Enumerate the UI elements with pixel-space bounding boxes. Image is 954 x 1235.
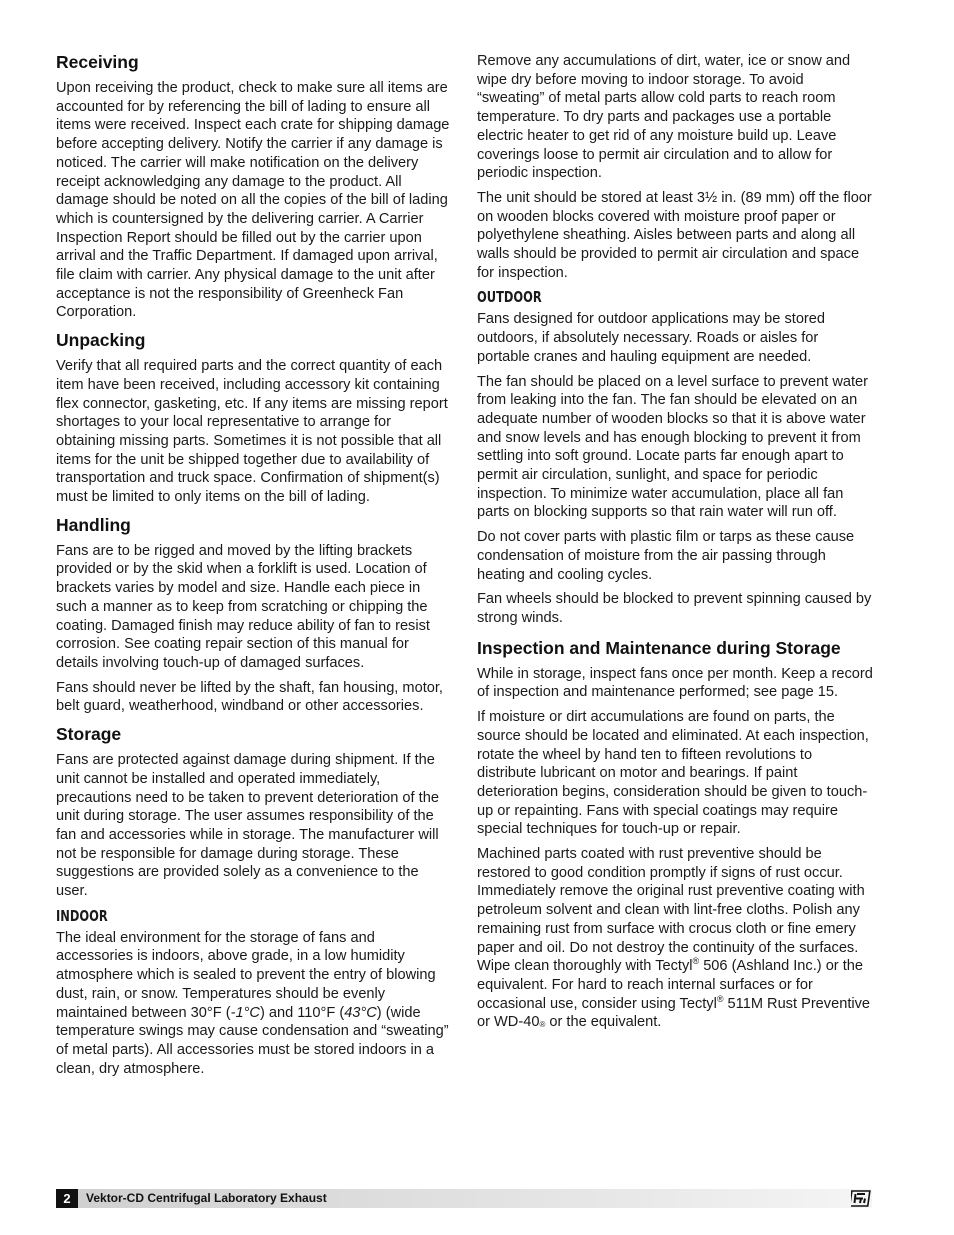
outdoor-paragraph-3: Do not cover parts with plastic film or tarps as these cause condensation of moisture from the air passing through heating and cooling cycles. bbox=[477, 529, 855, 583]
registered-mark-2: ® bbox=[716, 993, 724, 1004]
inspection-text-c: 511M Rust Preventive or WD-40 bbox=[477, 995, 871, 1031]
handling-paragraph-2: Fans should never be lifted by the shaft, fan housing, motor, belt guard, weatherhood, windband or other accessories. bbox=[56, 679, 443, 715]
inspection-paragraph-1: While in storage, inspect fans once per month. Keep a record of inspection and maintenance performed; see page 15. bbox=[477, 665, 873, 701]
inspection-heading: Inspection and Maintenance during Storage bbox=[477, 637, 841, 658]
registered-mark-3: ® bbox=[539, 1020, 546, 1030]
indoor-continued-paragraph-2: The unit should be stored at least 3½ in. (89 mm) off the floor on wooden blocks covered with moisture proof paper or polyethylene sheathing. Aisles between parts and along all walls should be provided to permit air circulation and space for inspection. bbox=[477, 189, 872, 281]
inspection-section bbox=[477, 638, 873, 1035]
indoor-paragraph bbox=[56, 929, 454, 1079]
unpacking-heading: Unpacking bbox=[56, 330, 146, 351]
inspection-paragraph-2: If moisture or dirt accumulations are found on parts, the source should be located and eliminated. At each inspection, rotate the wheel by hand ten to fifteen revolutions to distribute lubricant on motor and bearings. If paint deterioration begins, consideration should be given to touch-up or repainting. Fans with special coatings may require special techniques for touch-up or repair. bbox=[477, 709, 869, 838]
indoor-continued-section bbox=[477, 52, 873, 282]
handling-heading: Handling bbox=[56, 514, 131, 535]
right-column bbox=[477, 52, 873, 1041]
inspection-text-b: 506 (Ashland Inc.) or the equivalent. For hard to reach internal surfaces or for occasional use, consider using Tectyl bbox=[477, 958, 864, 1012]
receiving-paragraph: Upon receiving the product, check to make sure all items are accounted for by referencing the bill of lading to ensure all items were received. Inspect each crate for shipping damage before accepting delivery. Notify the carrier if any damage is noticed. The carrier will make notification on the delivery receipt acknowledging any damage to the product. All damage should be noted on all the copies of the bill of lading which is countersigned by the delivering carrier. A Carrier Inspection Report should be filled out by the carrier upon arrival and the Traffic Department. If damaged upon arrival, file claim with carrier. Any physical damage to the unit after acceptance is not the responsibility of Greenheck Fan Corporation. bbox=[56, 80, 450, 321]
outdoor-paragraph-1: Fans designed for outdoor applications may be stored outdoors, if absolutely necessary. Roads or aisles for portable cranes and hauling equipment are needed. bbox=[477, 311, 826, 365]
handling-paragraph-1: Fans are to be rigged and moved by the lifting brackets provided or by the skid when a forklift is used. Location of brackets varies by model and size. Handle each piece in such a manner as to keep from scratching or chipping the coating. Damaged finish may reduce ability of fan to resist corrosion. See coating repair section of this manual for details involving touch-up of damaged surfaces. bbox=[56, 542, 430, 671]
indoor-temp-high-celsius: 43°C bbox=[344, 1004, 377, 1021]
receiving-heading: Receiving bbox=[56, 52, 139, 72]
greenheck-logo-icon bbox=[851, 1190, 871, 1207]
unpacking-paragraph: Verify that all required parts and the correct quantity of each item have been received, including accessory kit containing flex connector, gasketing, etc. If any items are missing report shortages to your local representative to arrange for obtaining missing parts. Sometimes it is not possible that all items for the unit be shipped together due to availability of transportation and truck space. Confirmation of shipment(s) must be limited to only items on the bill of lading. bbox=[56, 358, 448, 506]
outdoor-paragraph-4: Fan wheels should be blocked to prevent spinning caused by strong winds. bbox=[477, 591, 872, 626]
indoor-text-e: ) (wide temperature swings may cause condensation and “sweating” of metal parts). All accessories must be stored indoors in a clean, dry atmosphere. bbox=[56, 1004, 449, 1077]
outdoor-subheading: OUTDOOR bbox=[477, 288, 542, 307]
left-column bbox=[56, 52, 454, 1084]
outdoor-paragraph-2: The fan should be placed on a level surface to prevent water from leaking into the fan. The fan should be elevated on an adequate number of wooden blocks so that it is above water and snow levels and has enough blocking to prevent it from settling into soft ground. Locate parts far enough apart to permit air circulation, sunlight, and space for periodic inspection. To minimize water accumulation, place all fan parts on blocking supports so that rain water will run off. bbox=[477, 373, 869, 521]
unpacking-section bbox=[56, 330, 454, 507]
inspection-text-d: or the equivalent. bbox=[545, 1014, 662, 1031]
indoor-subheading: INDOOR bbox=[56, 906, 108, 925]
footer-title: Vektor-CD Centrifugal Laboratory Exhaust bbox=[86, 1191, 327, 1205]
outdoor-section bbox=[477, 288, 873, 627]
inspection-text-a: Machined parts coated with rust preventive should be restored to good condition promptly if signs of rust occur. Immediately remove the original rust preventive coating with petroleum solvent and clean with lint-free cloths. Polish any remaining rust from surface with crocus cloth or fine emery paper and oil. Do not destroy the continuity of the surfaces. Wipe clean thoroughly with Tectyl bbox=[477, 846, 865, 975]
indoor-temp-low-celsius: -1°C bbox=[230, 1004, 260, 1021]
page-number: 2 bbox=[56, 1189, 78, 1208]
inspection-paragraph-3 bbox=[477, 845, 873, 1035]
storage-heading: Storage bbox=[56, 724, 122, 745]
handling-section bbox=[56, 515, 454, 716]
indoor-text-a: The ideal environment for the storage of fans and accessories is indoors, above grade, in a low humidity atmosphere which is sealed to prevent the entry of blowing dust, rain, or snow. Temperatures should be evenly maintained between 30°F ( bbox=[56, 929, 436, 1021]
indoor-continued-paragraph-1: Remove any accumulations of dirt, water, ice or snow and wipe dry before moving to indoor storage. To avoid “sweating” of metal parts allow cold parts to reach room temperature. To dry parts and packages use a portable electric heater to get rid of any moisture build up. Leave coverings loose to permit air circulation and to allow for periodic inspection. bbox=[477, 53, 851, 182]
indoor-text-c: ) and 110°F ( bbox=[259, 1004, 345, 1021]
storage-paragraph: Fans are protected against damage during shipment. If the unit cannot be installed and operated immediately, precautions need to be taken to prevent deterioration of the unit during storage. The user assumes responsibility of the fan and accessories while in storage. The manufacturer will not be responsible for damage during storage. These suggestions are provided solely as a convenience to the user. bbox=[56, 752, 439, 900]
registered-mark-1: ® bbox=[692, 956, 700, 967]
receiving-section bbox=[56, 52, 454, 322]
storage-section bbox=[56, 724, 454, 1078]
